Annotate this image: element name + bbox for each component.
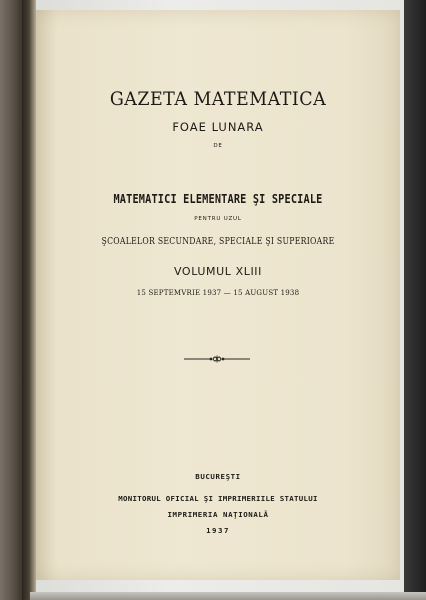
journal-subtitle: FOAE LUNARA bbox=[172, 120, 264, 134]
imprint-city: BUCUREŞTI bbox=[195, 472, 241, 481]
imprint-publisher: MONITORUL OFICIAL ŞI IMPRIMERIILE STATULUI bbox=[118, 494, 318, 503]
subject-heading: MATEMATICI ELEMENTARE ŞI SPECIALE bbox=[113, 191, 323, 206]
date-range: 15 SEPTEMVRIE 1937 — 15 AUGUST 1938 bbox=[136, 289, 300, 297]
title-page bbox=[36, 10, 400, 580]
audience-text: ŞCOALELOR SECUNDARE, SPECIALE ŞI SUPERIOARE bbox=[101, 237, 335, 247]
purpose-text: PENTRU UZUL bbox=[194, 216, 242, 222]
connector-text: DE bbox=[213, 143, 223, 149]
book-cover-right bbox=[404, 0, 426, 600]
book-spine-edge bbox=[22, 0, 36, 600]
scroll-ornament-icon bbox=[184, 354, 250, 364]
volume-label: VOLUMUL XLIII bbox=[174, 265, 262, 278]
imprint-press: IMPRIMERIA NAŢIONALĂ bbox=[167, 510, 269, 519]
book-cover-left bbox=[0, 0, 22, 600]
book-cover-bottom bbox=[30, 592, 426, 600]
imprint-year: 1937 bbox=[206, 526, 230, 535]
journal-title: GAZETA MATEMATICA bbox=[109, 88, 327, 110]
